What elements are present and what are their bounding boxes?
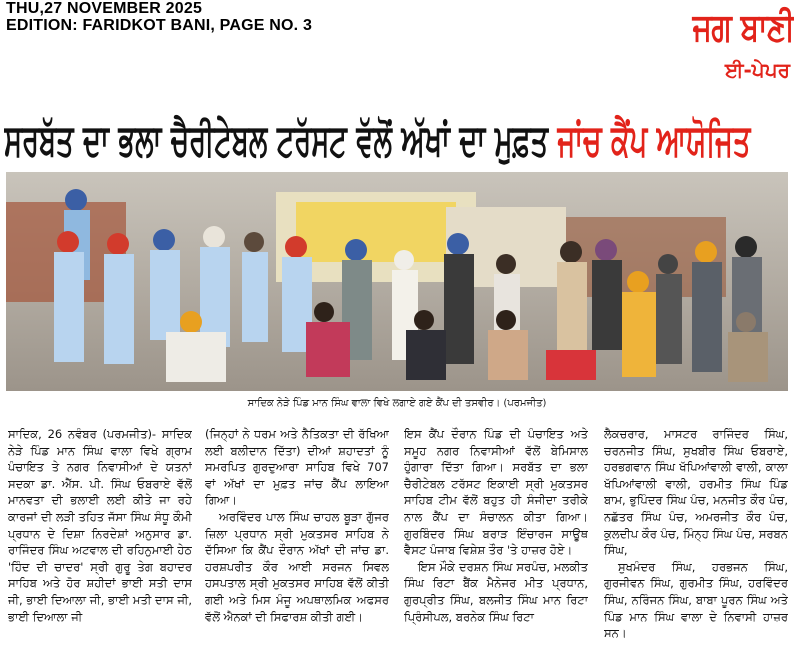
article-paragraph: ਲੈਕਚਰਾਰ, ਮਾਸਟਰ ਰਾਜਿੰਦਰ ਸਿੰਘ, ਚਰਨਜੀਤ ਸਿੰਘ, ਸੁਖਬੀਰ ਸਿੰਘ ਓਬਰਾਏ, ਹਰਭਗਵਾਨ ਸਿੰਘ ਖੱਪਿਆਂਵਾਲੀ ਵਾਲੀ, ਕਾਲਾ ਖੱਪਿਆਂਵਾਲੀ ਵਾਲੀ, ਹਰਮੀਤ ਸਿੰਘ ਪਿੰਡ ਬਾਮ, ਭੁਪਿੰਦਰ ਸਿੰਘ ਪੰਚ, ਮਨਜੀਤ ਕੌਰ ਪੰਚ, ਨਛੱਤਰ ਸਿੰਘ ਪੰਚ, ਅਮਰਜੀਤ ਕੌਰ ਪੰਚ, ਕੁਲਦੀਪ ਕੌਰ ਪੰਚ, ਮਿੰਨ੍ਹ ਸਿੰਘ ਪੰਚ, ਸਰਬਨ ਸਿੰਘ, — [604, 427, 788, 558]
article-column-2 — [205, 426, 389, 650]
article-paragraph: (ਜਿਨ੍ਹਾਂ ਨੇ ਧਰਮ ਅਤੇ ਨੈਤਿਕਤਾ ਦੀ ਰੱਖਿਆ ਲਈ ਬਲੀਦਾਨ ਦਿੱਤਾ) ਦੀਆਂ ਸ਼ਹਾਦਤਾਂ ਨੂੰ ਸਮਰਪਿਤ ਗੁਰਦੁਆਰਾ ਸਾਹਿਬ ਵਿਖੇ 707 ਵਾਂ ਅੱਖਾਂ ਦਾ ਮੁਫ਼ਤ ਜਾਂਚ ਕੈਂਪ ਲਾਇਆ ਗਿਆ। — [205, 427, 389, 508]
headline-part-red: ਜਾਂਚ ਕੈਂਪ ਆਯੋਜਿਤ — [557, 115, 751, 166]
jagbani-logo[interactable] — [660, 0, 794, 102]
edition-header — [6, 0, 446, 34]
headline — [4, 112, 790, 170]
article-paragraph: ਇਸ ਮੌਕੇ ਦਰਸ਼ਨ ਸਿੰਘ ਸਰਪੰਚ, ਮਲਕੀਤ ਸਿੰਘ ਰਿਟਾ ਬੈਂਕ ਮੈਨੇਜਰ ਮੀਤ ਪ੍ਰਧਾਨ, ਗੁਰਪ੍ਰੀਤ ਸਿੰਘ, ਬਲਜੀਤ ਸਿੰਘ ਮਾਨ ਰਿਟਾ ਪ੍ਰਿੰਸੀਪਲ, ਬਰਨੇਕ ਸਿੰਘ ਰਿਟਾ — [404, 559, 588, 624]
article-paragraph: ਸੁਖਮੰਦਰ ਸਿੰਘ, ਹਰਭਜਨ ਸਿੰਘ, ਗੁਰਜੀਵਨ ਸਿੰਘ, ਗੁਰਮੀਤ ਸਿੰਘ, ਹਰਵਿੰਦਰ ਸਿੰਘ, ਨਰਿੰਜਨ ਸਿੰਘ, ਬਾਬਾ ਪੂਰਨ ਸਿੰਘ ਅਤੇ ਪਿੰਡ ਮਾਨ ਸਿੰਘ ਵਾਲਾ ਦੇ ਨਿਵਾਸੀ ਹਾਜ਼ਰ ਸਨ। — [604, 559, 788, 641]
logo-name: ਜਗ ਬਾਣੀ — [692, 5, 794, 49]
logo-subtitle: ਈ-ਪੇਪਰ — [724, 58, 790, 82]
edition-date: THU,27 NOVEMBER 2025 — [6, 0, 203, 17]
photo-caption: ਸਾਦਿਕ ਨੇੜੇ ਪਿੰਡ ਮਾਨ ਸਿੰਘ ਵਾਲਾ ਵਿਖੇ ਲਗਾਏ ਗਏ ਕੈਂਪ ਦੀ ਤਸਵੀਰ। (ਪਰਮਜੀਤ) — [247, 398, 547, 409]
article-paragraph: ਅਰਵਿੰਦਰ ਪਾਲ ਸਿੰਘ ਚਾਹਲ ਬੂੜਾ ਗੁੱਜਰ ਜ਼ਿਲਾ ਪ੍ਰਧਾਨ ਸ੍ਰੀ ਮੁਕਤਸਰ ਸਾਹਿਬ ਨੇ ਦੱਸਿਆ ਕਿ ਕੈਂਪ ਦੌਰਾਨ ਅੱਖਾਂ ਦੀ ਜਾਂਚ ਡਾ. ਹਰਸ਼ਪਰੀਤ ਕੌਰ ਆਈ ਸਰਜਨ ਸਿਵਲ ਹਸਪਤਾਲ ਸ੍ਰੀ ਮੁਕਤਸਰ ਸਾਹਿਬ ਵੱਲੋਂ ਕੀਤੀ ਗਈ ਅਤੇ ਮਿਸ ਮੰਜੂ ਅਪਥਾਲਮਿਕ ਅਫਸਰ ਵੱਲੋਂ ਐਨਕਾਂ ਦੀ ਸਿਫਾਰਸ਼ ਕੀਤੀ ਗਈ। — [205, 509, 389, 624]
news-photo — [6, 172, 788, 391]
edition-page: EDITION: FARIDKOT BANI, PAGE NO. 3 — [6, 17, 313, 34]
article-column-3 — [404, 426, 588, 650]
group-photo-image — [6, 172, 788, 391]
headline-part-black: ਸਰਬੱਤ ਦਾ ਭਲਾ ਚੈਰੀਟੇਬਲ ਟਰੱਸਟ ਵੱਲੋਂ ਅੱਖਾਂ ਦਾ ਮੁਫ਼ਤ — [4, 115, 558, 166]
article-column-1 — [8, 426, 192, 650]
article-paragraph: ਇਸ ਕੈਂਪ ਦੌਰਾਨ ਪਿੰਡ ਦੀ ਪੰਚਾਇਤ ਅਤੇ ਸਮੂਹ ਨਗਰ ਨਿਵਾਸੀਆਂ ਵੱਲੋਂ ਬੇਮਿਸਾਲ ਹੁੰਗਾਰਾ ਦਿੱਤਾ ਗਿਆ। ਸਰਬੱਤ ਦਾ ਭਲਾ ਚੈਰੀਟੇਬਲ ਟਰੱਸਟ ਇਕਾਈ ਸ੍ਰੀ ਮੁਕਤਸਰ ਸਾਹਿਬ ਟੀਮ ਵੱਲੋਂ ਬਹੁਤ ਹੀ ਸੰਜੀਦਾ ਤਰੀਕੇ ਨਾਲ ਕੈਂਪ ਦਾ ਸੰਚਾਲਨ ਕੀਤਾ ਗਿਆ। ਗੁਰਬਿੰਦਰ ਸਿੰਘ ਬਰਾੜ ਇੰਚਾਰਜ ਸਾਊਥ ਵੈਸਟ ਪੰਜਾਬ ਵਿਸ਼ੇਸ਼ ਤੌਰ 'ਤੇ ਹਾਜ਼ਰ ਹੋਏ। — [404, 427, 588, 558]
article-column-4 — [604, 426, 788, 650]
article-paragraph: ਸਾਦਿਕ, 26 ਨਵੰਬਰ (ਪਰਮਜੀਤ)- ਸਾਦਿਕ ਨੇੜੇ ਪਿੰਡ ਮਾਨ ਸਿੰਘ ਵਾਲਾ ਵਿਖੇ ਗ੍ਰਾਮ ਪੰਚਾਇਤ ਤੇ ਨਗਰ ਨਿਵਾਸੀਆਂ ਦੇ ਯਤਨਾਂ ਸਦਕਾ ਡਾ. ਐੱਸ. ਪੀ. ਸਿੰਘ ਓਬਰਾਏ ਵੱਲੋਂ ਮਾਨਵਤਾ ਦੀ ਭਲਾਈ ਲਈ ਕੀਤੇ ਜਾ ਰਹੇ ਕਾਰਜਾਂ ਦੀ ਲੜੀ ਤਹਿਤ ਜੱਸਾ ਸਿੰਘ ਸੰਧੂ ਕੌਮੀ ਪ੍ਰਧਾਨ ਦੇ ਦਿਸ਼ਾ ਨਿਰਦੇਸ਼ਾਂ ਅਨੁਸਾਰ ਡਾ. ਰਾਜਿੰਦਰ ਸਿੰਘ ਅਟਵਾਲ ਦੀ ਰਹਿਨੁਮਾਈ ਹੇਠ 'ਹਿੰਦ ਦੀ ਚਾਦਰ' ਸ੍ਰੀ ਗੁਰੂ ਤੇਗ ਬਹਾਦਰ ਸਾਹਿਬ ਅਤੇ ਹੋਰ ਸ਼ਹੀਦਾਂ ਭਾਈ ਸਤੀ ਦਾਸ ਜੀ, ਭਾਈ ਦਿਆਲਾ ਜੀ, ਭਾਈ ਮਤੀ ਦਾਸ ਜੀ, ਭਾਈ ਦਿਆਲਾ ਜੀ — [8, 427, 192, 624]
